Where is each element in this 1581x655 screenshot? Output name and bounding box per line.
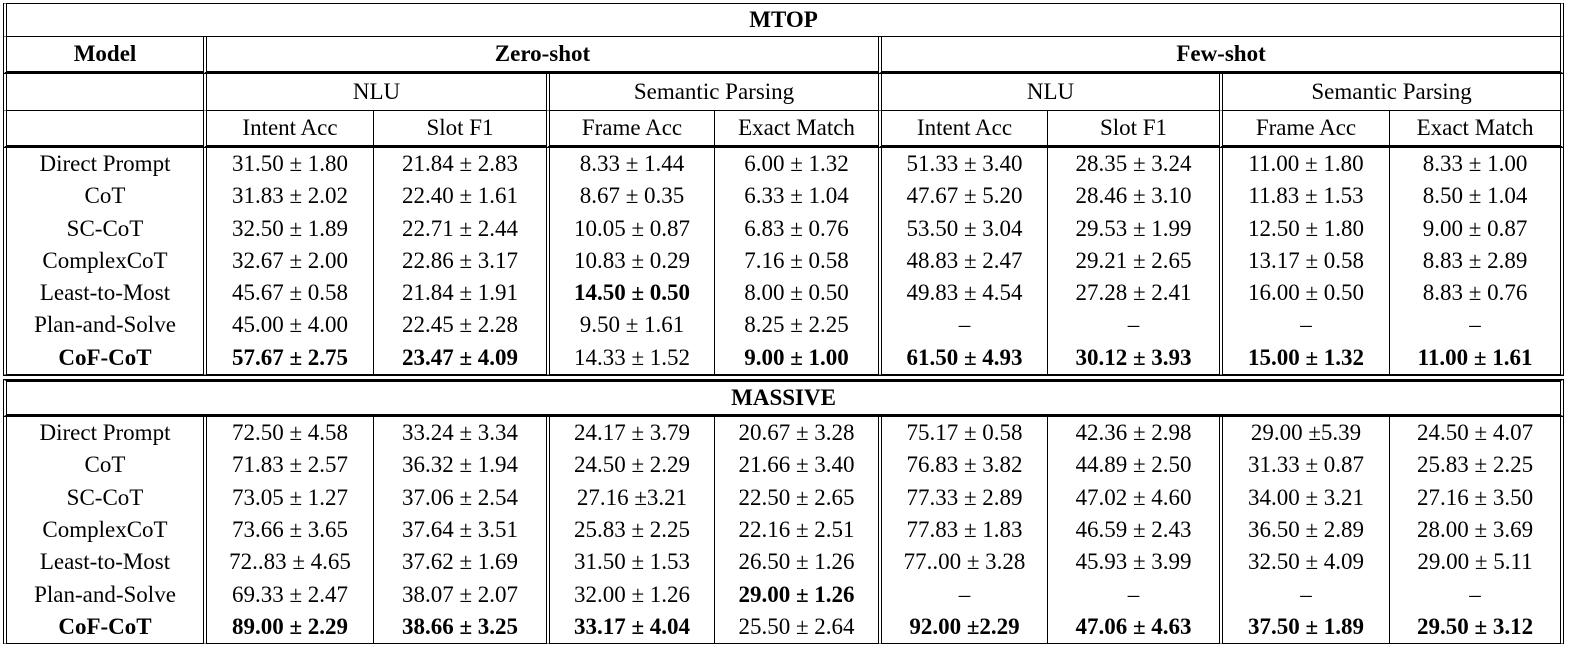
cell-few-shot-slot-f1: –: [1047, 309, 1219, 341]
cell-few-shot-slot-f1: 28.35 ± 3.24: [1047, 148, 1219, 180]
cell-zero-shot-exact-match: 22.50 ± 2.65: [714, 482, 878, 514]
table-row: [3, 449, 1564, 481]
cell-few-shot-exact-match: 8.83 ± 2.89: [1389, 245, 1564, 277]
massive-rows: [3, 417, 1564, 644]
cell-zero-shot-intent-acc: 69.33 ± 2.47: [203, 579, 373, 611]
cell-few-shot-exact-match: –: [1389, 309, 1564, 341]
cell-few-shot-exact-match: 9.00 ± 0.87: [1389, 213, 1564, 245]
cell-few-shot-intent-acc: 47.67 ± 5.20: [878, 180, 1047, 212]
table-row: [3, 148, 1564, 180]
cell-few-shot-exact-match: 29.50 ± 3.12: [1389, 611, 1564, 644]
cell-zero-shot-exact-match: 6.33 ± 1.04: [714, 180, 878, 212]
col-header-slot-f1: Slot F1: [1047, 111, 1219, 148]
cell-zero-shot-intent-acc: 57.67 ± 2.75: [203, 342, 373, 375]
cell-few-shot-intent-acc: 77.33 ± 2.89: [878, 482, 1047, 514]
cell-few-shot-slot-f1: 44.89 ± 2.50: [1047, 449, 1219, 481]
header-few-shot: Few-shot: [878, 37, 1564, 74]
header-group-few-semantic-parsing: Semantic Parsing: [1219, 74, 1564, 111]
cell-few-shot-exact-match: 27.16 ± 3.50: [1389, 482, 1564, 514]
cell-zero-shot-frame-acc: 33.17 ± 4.04: [546, 611, 714, 644]
cell-few-shot-frame-acc: 37.50 ± 1.89: [1219, 611, 1389, 644]
cell-zero-shot-slot-f1: 22.86 ± 3.17: [373, 245, 546, 277]
cell-zero-shot-frame-acc: 24.17 ± 3.79: [546, 417, 714, 449]
cell-few-shot-slot-f1: 28.46 ± 3.10: [1047, 180, 1219, 212]
cell-zero-shot-slot-f1: 37.06 ± 2.54: [373, 482, 546, 514]
cell-zero-shot-intent-acc: 72..83 ± 4.65: [203, 546, 373, 578]
model-name: Direct Prompt: [3, 417, 203, 449]
cell-few-shot-slot-f1: 47.06 ± 4.63: [1047, 611, 1219, 644]
cell-zero-shot-slot-f1: 36.32 ± 1.94: [373, 449, 546, 481]
cell-few-shot-frame-acc: 12.50 ± 1.80: [1219, 213, 1389, 245]
cell-few-shot-exact-match: 29.00 ± 5.11: [1389, 546, 1564, 578]
cell-zero-shot-frame-acc: 8.67 ± 0.35: [546, 180, 714, 212]
cell-few-shot-frame-acc: 36.50 ± 2.89: [1219, 514, 1389, 546]
col-header-intent-acc: Intent Acc: [203, 111, 373, 148]
cell-zero-shot-exact-match: 6.00 ± 1.32: [714, 148, 878, 180]
table-row: [3, 180, 1564, 212]
cell-zero-shot-exact-match: 8.25 ± 2.25: [714, 309, 878, 341]
cell-few-shot-slot-f1: 29.53 ± 1.99: [1047, 213, 1219, 245]
cell-zero-shot-intent-acc: 32.50 ± 1.89: [203, 213, 373, 245]
header-model: Model: [3, 37, 203, 74]
section-title-mtop: MTOP: [3, 3, 1564, 37]
cell-zero-shot-intent-acc: 31.50 ± 1.80: [203, 148, 373, 180]
table-row: [3, 277, 1564, 309]
table-row: [3, 514, 1564, 546]
table-row: [3, 309, 1564, 341]
cell-few-shot-intent-acc: 48.83 ± 2.47: [878, 245, 1047, 277]
cell-few-shot-frame-acc: 13.17 ± 0.58: [1219, 245, 1389, 277]
cell-few-shot-exact-match: 11.00 ± 1.61: [1389, 342, 1564, 375]
cell-zero-shot-slot-f1: 22.40 ± 1.61: [373, 180, 546, 212]
header-empty: [3, 111, 203, 148]
model-name: ComplexCoT: [3, 514, 203, 546]
cell-few-shot-slot-f1: 42.36 ± 2.98: [1047, 417, 1219, 449]
cell-few-shot-exact-match: 8.33 ± 1.00: [1389, 148, 1564, 180]
cell-zero-shot-frame-acc: 9.50 ± 1.61: [546, 309, 714, 341]
cell-few-shot-frame-acc: –: [1219, 309, 1389, 341]
cell-zero-shot-frame-acc: 14.50 ± 0.50: [546, 277, 714, 309]
col-header-exact-match: Exact Match: [714, 111, 878, 148]
cell-zero-shot-intent-acc: 32.67 ± 2.00: [203, 245, 373, 277]
table-row: [3, 482, 1564, 514]
cell-zero-shot-exact-match: 21.66 ± 3.40: [714, 449, 878, 481]
cell-few-shot-frame-acc: 32.50 ± 4.09: [1219, 546, 1389, 578]
cell-zero-shot-intent-acc: 73.05 ± 1.27: [203, 482, 373, 514]
cell-few-shot-intent-acc: –: [878, 579, 1047, 611]
cell-few-shot-intent-acc: 49.83 ± 4.54: [878, 277, 1047, 309]
cell-few-shot-frame-acc: 34.00 ± 3.21: [1219, 482, 1389, 514]
cell-few-shot-frame-acc: 29.00 ±5.39: [1219, 417, 1389, 449]
table-row: [3, 342, 1564, 375]
model-name: CoF-CoT: [3, 611, 203, 644]
model-name: Plan-and-Solve: [3, 579, 203, 611]
header-group-few-nlu: NLU: [878, 74, 1219, 111]
table-row: [3, 417, 1564, 449]
cell-zero-shot-frame-acc: 8.33 ± 1.44: [546, 148, 714, 180]
cell-zero-shot-exact-match: 9.00 ± 1.00: [714, 342, 878, 375]
model-name: CoF-CoT: [3, 342, 203, 375]
cell-zero-shot-exact-match: 8.00 ± 0.50: [714, 277, 878, 309]
header-group-zero-semantic-parsing: Semantic Parsing: [546, 74, 878, 111]
section-title-massive: MASSIVE: [3, 379, 1564, 417]
table-row: [3, 245, 1564, 277]
cell-few-shot-slot-f1: 27.28 ± 2.41: [1047, 277, 1219, 309]
table-row: [3, 579, 1564, 611]
results-table: [3, 3, 1564, 644]
header-group-zero-nlu: NLU: [203, 74, 546, 111]
cell-few-shot-frame-acc: 11.00 ± 1.80: [1219, 148, 1389, 180]
cell-few-shot-frame-acc: 15.00 ± 1.32: [1219, 342, 1389, 375]
cell-few-shot-slot-f1: 29.21 ± 2.65: [1047, 245, 1219, 277]
cell-few-shot-intent-acc: 76.83 ± 3.82: [878, 449, 1047, 481]
cell-zero-shot-slot-f1: 38.66 ± 3.25: [373, 611, 546, 644]
cell-zero-shot-exact-match: 29.00 ± 1.26: [714, 579, 878, 611]
cell-zero-shot-intent-acc: 73.66 ± 3.65: [203, 514, 373, 546]
cell-few-shot-intent-acc: 61.50 ± 4.93: [878, 342, 1047, 375]
cell-few-shot-intent-acc: 77.83 ± 1.83: [878, 514, 1047, 546]
cell-few-shot-exact-match: 8.83 ± 0.76: [1389, 277, 1564, 309]
cell-zero-shot-exact-match: 26.50 ± 1.26: [714, 546, 878, 578]
cell-zero-shot-frame-acc: 27.16 ±3.21: [546, 482, 714, 514]
cell-few-shot-slot-f1: 30.12 ± 3.93: [1047, 342, 1219, 375]
model-name: ComplexCoT: [3, 245, 203, 277]
cell-few-shot-intent-acc: 77..00 ± 3.28: [878, 546, 1047, 578]
cell-few-shot-exact-match: 8.50 ± 1.04: [1389, 180, 1564, 212]
cell-zero-shot-frame-acc: 10.83 ± 0.29: [546, 245, 714, 277]
model-name: Least-to-Most: [3, 277, 203, 309]
model-name: SC-CoT: [3, 482, 203, 514]
cell-zero-shot-slot-f1: 33.24 ± 3.34: [373, 417, 546, 449]
cell-few-shot-slot-f1: –: [1047, 579, 1219, 611]
col-header-slot-f1: Slot F1: [373, 111, 546, 148]
cell-zero-shot-intent-acc: 45.67 ± 0.58: [203, 277, 373, 309]
cell-zero-shot-frame-acc: 25.83 ± 2.25: [546, 514, 714, 546]
cell-zero-shot-exact-match: 22.16 ± 2.51: [714, 514, 878, 546]
cell-zero-shot-frame-acc: 24.50 ± 2.29: [546, 449, 714, 481]
cell-zero-shot-slot-f1: 21.84 ± 1.91: [373, 277, 546, 309]
cell-few-shot-frame-acc: 11.83 ± 1.53: [1219, 180, 1389, 212]
model-name: Direct Prompt: [3, 148, 203, 180]
cell-zero-shot-slot-f1: 22.71 ± 2.44: [373, 213, 546, 245]
cell-few-shot-intent-acc: 51.33 ± 3.40: [878, 148, 1047, 180]
cell-few-shot-intent-acc: 92.00 ±2.29: [878, 611, 1047, 644]
col-header-intent-acc: Intent Acc: [878, 111, 1047, 148]
cell-zero-shot-intent-acc: 31.83 ± 2.02: [203, 180, 373, 212]
cell-few-shot-frame-acc: –: [1219, 579, 1389, 611]
cell-few-shot-slot-f1: 45.93 ± 3.99: [1047, 546, 1219, 578]
table-row: [3, 213, 1564, 245]
header-empty: [3, 74, 203, 111]
cell-zero-shot-intent-acc: 72.50 ± 4.58: [203, 417, 373, 449]
header-zero-shot: Zero-shot: [203, 37, 878, 74]
cell-zero-shot-intent-acc: 71.83 ± 2.57: [203, 449, 373, 481]
cell-zero-shot-frame-acc: 10.05 ± 0.87: [546, 213, 714, 245]
model-name: Plan-and-Solve: [3, 309, 203, 341]
cell-few-shot-frame-acc: 31.33 ± 0.87: [1219, 449, 1389, 481]
col-header-frame-acc: Frame Acc: [1219, 111, 1389, 148]
results-table-container: [3, 3, 1564, 644]
model-name: CoT: [3, 449, 203, 481]
cell-zero-shot-slot-f1: 37.64 ± 3.51: [373, 514, 546, 546]
cell-zero-shot-slot-f1: 23.47 ± 4.09: [373, 342, 546, 375]
cell-few-shot-exact-match: 24.50 ± 4.07: [1389, 417, 1564, 449]
cell-zero-shot-slot-f1: 22.45 ± 2.28: [373, 309, 546, 341]
cell-zero-shot-slot-f1: 37.62 ± 1.69: [373, 546, 546, 578]
cell-zero-shot-frame-acc: 31.50 ± 1.53: [546, 546, 714, 578]
cell-zero-shot-intent-acc: 45.00 ± 4.00: [203, 309, 373, 341]
cell-zero-shot-slot-f1: 38.07 ± 2.07: [373, 579, 546, 611]
cell-zero-shot-exact-match: 7.16 ± 0.58: [714, 245, 878, 277]
model-name: CoT: [3, 180, 203, 212]
cell-few-shot-frame-acc: 16.00 ± 0.50: [1219, 277, 1389, 309]
mtop-rows: [3, 148, 1564, 375]
cell-few-shot-exact-match: –: [1389, 579, 1564, 611]
cell-few-shot-intent-acc: 53.50 ± 3.04: [878, 213, 1047, 245]
cell-zero-shot-intent-acc: 89.00 ± 2.29: [203, 611, 373, 644]
cell-zero-shot-exact-match: 6.83 ± 0.76: [714, 213, 878, 245]
cell-few-shot-exact-match: 28.00 ± 3.69: [1389, 514, 1564, 546]
table-row: [3, 546, 1564, 578]
cell-zero-shot-exact-match: 25.50 ± 2.64: [714, 611, 878, 644]
cell-few-shot-exact-match: 25.83 ± 2.25: [1389, 449, 1564, 481]
cell-few-shot-intent-acc: –: [878, 309, 1047, 341]
cell-zero-shot-frame-acc: 32.00 ± 1.26: [546, 579, 714, 611]
model-name: SC-CoT: [3, 213, 203, 245]
cell-zero-shot-frame-acc: 14.33 ± 1.52: [546, 342, 714, 375]
cell-few-shot-intent-acc: 75.17 ± 0.58: [878, 417, 1047, 449]
table-row: [3, 611, 1564, 644]
cell-few-shot-slot-f1: 47.02 ± 4.60: [1047, 482, 1219, 514]
cell-zero-shot-slot-f1: 21.84 ± 2.83: [373, 148, 546, 180]
cell-zero-shot-exact-match: 20.67 ± 3.28: [714, 417, 878, 449]
col-header-exact-match: Exact Match: [1389, 111, 1564, 148]
col-header-frame-acc: Frame Acc: [546, 111, 714, 148]
cell-few-shot-slot-f1: 46.59 ± 2.43: [1047, 514, 1219, 546]
model-name: Least-to-Most: [3, 546, 203, 578]
